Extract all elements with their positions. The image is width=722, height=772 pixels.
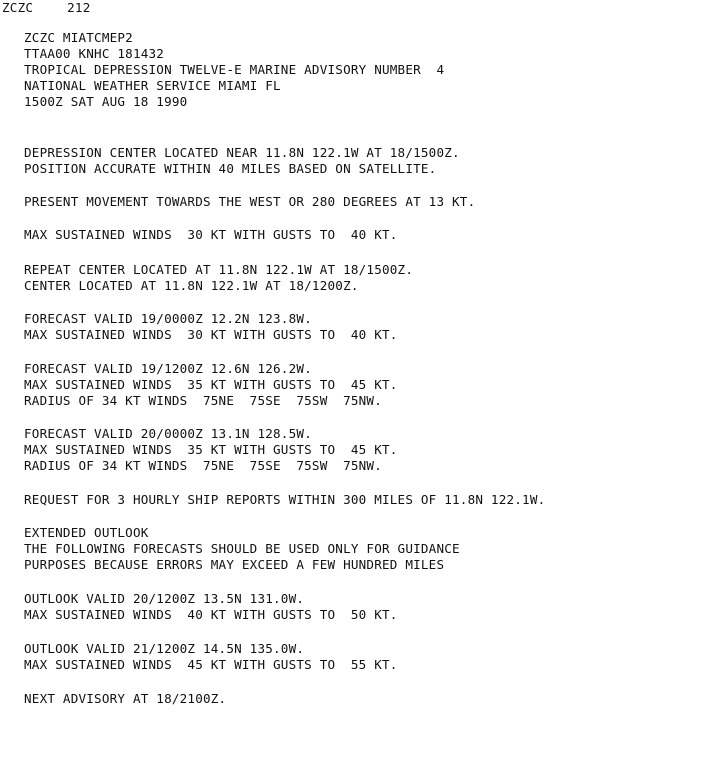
movement-line: PRESENT MOVEMENT TOWARDS THE WEST OR 280 DEGREES AT 13 KT. bbox=[24, 194, 476, 209]
issuer-line: NATIONAL WEATHER SERVICE MIAMI FL bbox=[24, 78, 281, 93]
header-number: 212 bbox=[67, 0, 91, 15]
forecast-2-winds-line: MAX SUSTAINED WINDS 35 KT WITH GUSTS TO 45 KT. bbox=[24, 377, 398, 392]
transmission-header bbox=[2, 0, 91, 16]
forecast-2-radius-line: RADIUS OF 34 KT WINDS 75NE 75SE 75SW 75NW. bbox=[24, 393, 382, 408]
outlook-guidance-note-2: PURPOSES BECAUSE ERRORS MAY EXCEED A FEW HUNDRED MILES bbox=[24, 557, 445, 572]
header-code: ZCZC bbox=[2, 0, 34, 15]
repeat-center-line: REPEAT CENTER LOCATED AT 11.8N 122.1W AT 18/1500Z. bbox=[24, 262, 414, 277]
outlook-2-winds-line: MAX SUSTAINED WINDS 45 KT WITH GUSTS TO 55 KT. bbox=[24, 657, 398, 672]
extended-outlook-heading: EXTENDED OUTLOOK bbox=[24, 525, 149, 540]
outlook-guidance-note-1: THE FOLLOWING FORECASTS SHOULD BE USED ONLY FOR GUIDANCE bbox=[24, 541, 460, 556]
forecast-1-winds-line: MAX SUSTAINED WINDS 30 KT WITH GUSTS TO 40 KT. bbox=[24, 327, 398, 342]
ship-report-request-line: REQUEST FOR 3 HOURLY SHIP REPORTS WITHIN 300 MILES OF 11.8N 122.1W. bbox=[24, 492, 546, 507]
prior-center-line: CENTER LOCATED AT 11.8N 122.1W AT 18/1200Z. bbox=[24, 278, 359, 293]
forecast-1-valid-line: FORECAST VALID 19/0000Z 12.2N 123.8W. bbox=[24, 311, 312, 326]
wmo-header-line: TTAA00 KNHC 181432 bbox=[24, 46, 165, 61]
product-id-line: ZCZC MIATCMEP2 bbox=[24, 30, 133, 45]
outlook-1-valid-line: OUTLOOK VALID 20/1200Z 13.5N 131.0W. bbox=[24, 591, 305, 606]
outlook-2-valid-line: OUTLOOK VALID 21/1200Z 14.5N 135.0W. bbox=[24, 641, 305, 656]
advisory-title: TROPICAL DEPRESSION TWELVE-E MARINE ADVISORY NUMBER 4 bbox=[24, 62, 445, 77]
forecast-3-winds-line: MAX SUSTAINED WINDS 35 KT WITH GUSTS TO 45 KT. bbox=[24, 442, 398, 457]
max-winds-line: MAX SUSTAINED WINDS 30 KT WITH GUSTS TO 40 KT. bbox=[24, 227, 398, 242]
outlook-1-winds-line: MAX SUSTAINED WINDS 40 KT WITH GUSTS TO 50 KT. bbox=[24, 607, 398, 622]
forecast-2-valid-line: FORECAST VALID 19/1200Z 12.6N 126.2W. bbox=[24, 361, 312, 376]
next-advisory-line: NEXT ADVISORY AT 18/2100Z. bbox=[24, 691, 227, 706]
position-accuracy-line: POSITION ACCURATE WITHIN 40 MILES BASED ON SATELLITE. bbox=[24, 161, 437, 176]
forecast-3-radius-line: RADIUS OF 34 KT WINDS 75NE 75SE 75SW 75NW. bbox=[24, 458, 382, 473]
center-position-line: DEPRESSION CENTER LOCATED NEAR 11.8N 122.1W AT 18/1500Z. bbox=[24, 145, 460, 160]
issue-time-line: 1500Z SAT AUG 18 1990 bbox=[24, 94, 188, 109]
forecast-3-valid-line: FORECAST VALID 20/0000Z 13.1N 128.5W. bbox=[24, 426, 312, 441]
